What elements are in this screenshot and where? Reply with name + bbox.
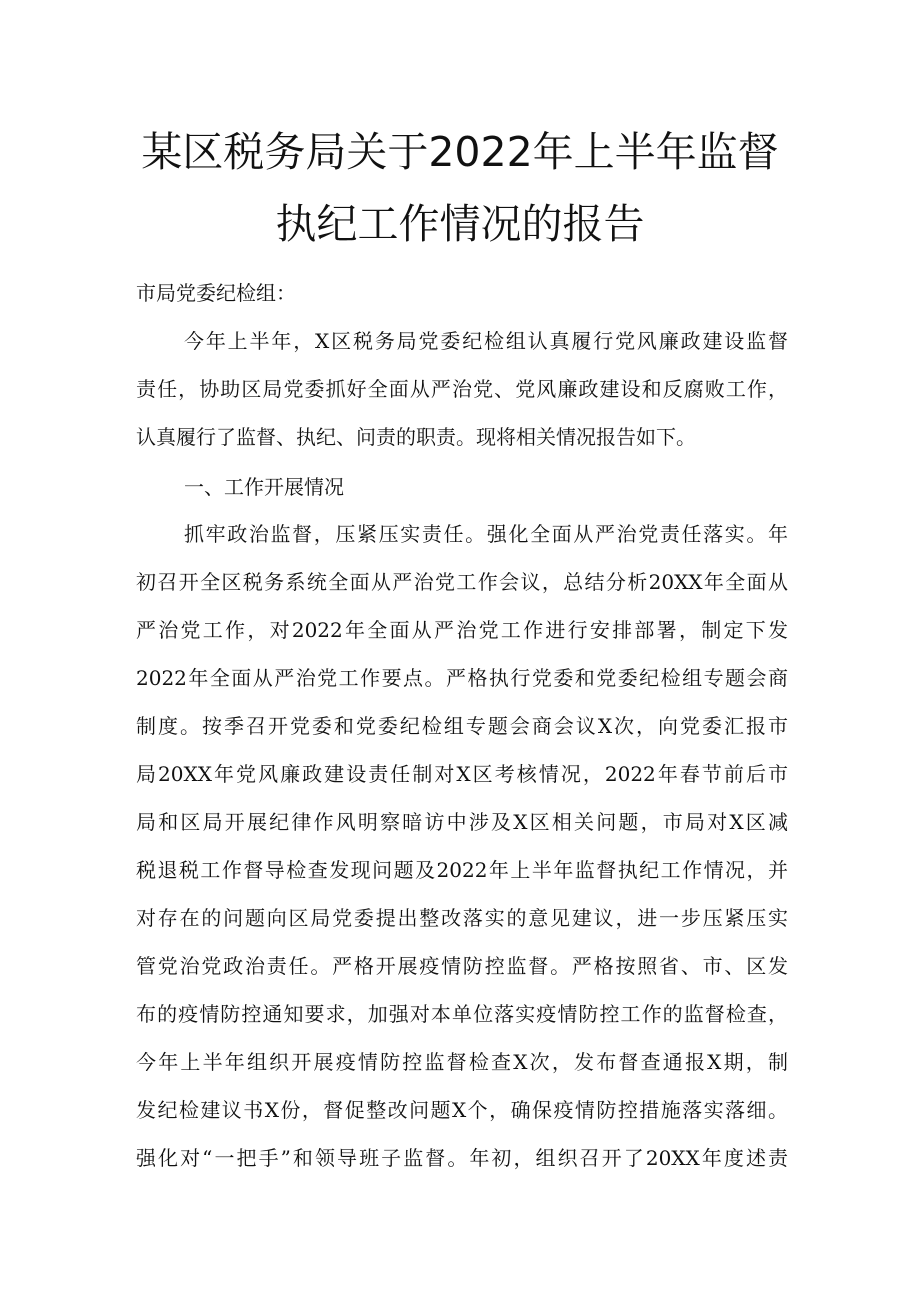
document-title-line-1: 某区税务局关于2022年上半年监督	[141, 128, 779, 176]
body-line: 布的疫情防控通知要求，加强对本单位落实疫情防控工作的监督检查，	[136, 1002, 788, 1026]
body-line: 局和区局开展纪律作风明察暗访中涉及X区相关问题，市局对X区减	[136, 810, 788, 834]
body-line: 初召开全区税务系统全面从严治党工作会议，总结分析20XX年全面从	[136, 570, 788, 594]
intro-line: 认真履行了监督、执纪、问责的职责。现将相关情况报告如下。	[136, 425, 696, 449]
body-line: 发纪检建议书X份，督促整改问题X个，确保疫情防控措施落实落细。	[136, 1098, 788, 1122]
body-line: 强化对“一把手”和领导班子监督。年初，组织召开了20XX年度述责	[136, 1146, 788, 1170]
intro-line: 今年上半年，X区税务局党委纪检组认真履行党风廉政建设监督	[184, 329, 788, 353]
section-heading: 一、工作开展情况	[184, 475, 344, 499]
body-line: 局20XX年党风廉政建设责任制对X区考核情况，2022年春节前后市	[136, 762, 788, 786]
intro-line: 责任，协助区局党委抓好全面从严治党、党风廉政建设和反腐败工作，	[136, 377, 788, 401]
body-line: 今年上半年组织开展疫情防控监督检查X次，发布督查通报X期，制	[136, 1050, 788, 1074]
body-line: 对存在的问题向区局党委提出整改落实的意见建议，进一步压紧压实	[136, 906, 788, 930]
body-line: 抓牢政治监督，压紧压实责任。强化全面从严治党责任落实。年	[184, 522, 788, 546]
body-line: 制度。按季召开党委和党委纪检组专题会商会议X次，向党委汇报市	[136, 714, 788, 738]
body-line: 税退税工作督导检查发现问题及2022年上半年监督执纪工作情况，并	[136, 858, 788, 882]
salutation: 市局党委纪检组：	[136, 281, 296, 305]
document-title-line-2: 执纪工作情况的报告	[275, 200, 645, 248]
body-line: 管党治党政治责任。严格开展疫情防控监督。严格按照省、市、区发	[136, 954, 788, 978]
body-line: 严治党工作，对2022年全面从严治党工作进行安排部署，制定下发	[136, 618, 788, 642]
body-line: 2022年全面从严治党工作要点。严格执行党委和党委纪检组专题会商	[136, 666, 788, 690]
